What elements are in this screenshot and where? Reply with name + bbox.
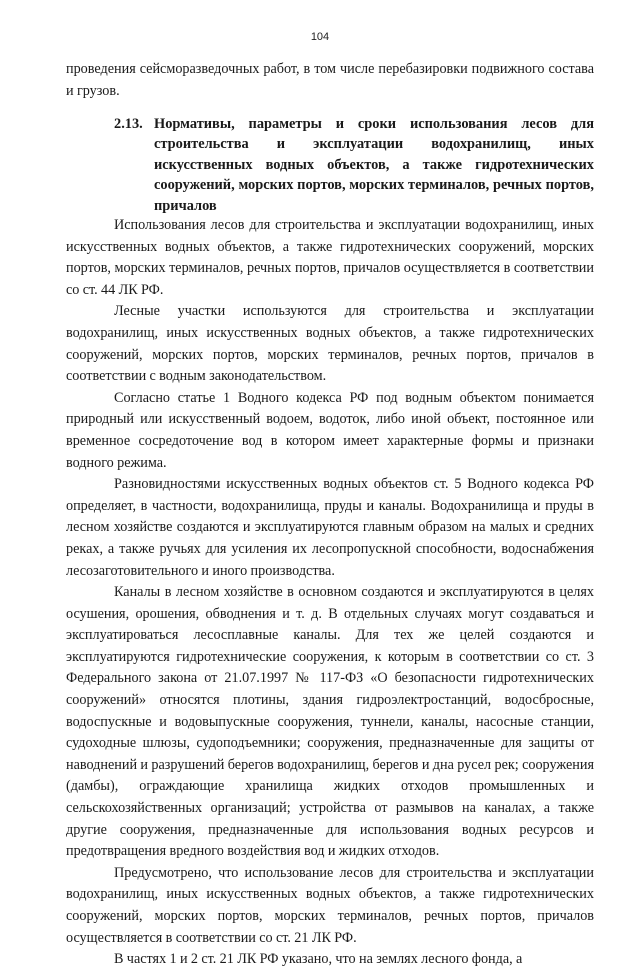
- paragraph: Предусмотрено, что использование лесов для строительства и эксплуатации водохранилищ, иных искусственных водных объектов, а также гидротехнических сооружений, морских портов, морских терминалов, речных портов, причалов осуществляется в соответствии со ст. 21 ЛК РФ.: [66, 864, 594, 946]
- section-number: 2.13.: [114, 116, 143, 132]
- paragraph: Разновидностями искусственных водных объектов ст. 5 Водного кодекса РФ определяет, в частности, водохранилища, пруды и каналы. Водохранилища и пруды в лесном хозяйстве создаются и эксплуатируются главным образом на малых и средних реках, а также ручьях для усиления их лесопропускной способности, водоснабжения лесозаготовительного и иного производства.: [66, 476, 594, 579]
- page-number: 104: [310, 31, 330, 43]
- paragraph: Лесные участки используются для строительства и эксплуатации водохранилищ, иных искусственных водных объектов, а также гидротехнических сооружений, морских портов, морских терминалов, речных портов, причалов в соответствии с водным законодательством.: [66, 303, 594, 385]
- paragraph: В частях 1 и 2 ст. 21 ЛК РФ указано, что на землях лесного фонда, а: [114, 951, 523, 968]
- section-heading: [114, 114, 594, 216]
- paragraph: Использования лесов для строительства и эксплуатации водохранилищ, иных искусственных водных объектов, а также гидротехнических сооружений, морских портов, морских терминалов, речных портов, причалов осуществляется в соответствии со ст. 44 ЛК РФ.: [66, 217, 594, 298]
- section-title: Нормативы, параметры и сроки использования лесов для строительства и эксплуатации водохранилищ, иных искусственных водных объектов, а также гидротехнических сооружений, морских портов, морских терминалов, речных портов, причалов: [154, 116, 594, 214]
- paragraph: Согласно статье 1 Водного кодекса РФ под водным объектом понимается природный или искусственный водоем, водоток, либо иной объект, постоянное или временное сосредоточение вод в котором имеет характерные формы и признаки водного режима.: [66, 389, 594, 471]
- continuation-paragraph: проведения сейсморазведочных работ, в том числе перебазировки подвижного состава и грузов.: [66, 61, 594, 99]
- section-body: [66, 215, 594, 971]
- paragraph: Каналы в лесном хозяйстве в основном создаются и эксплуатируются в целях осушения, орошения, обводнения и т. д. В отдельных случаях могут создаваться и эксплуатироваться лесосплавные каналы. Для тех же целей создаются и эксплуатируются гидротехнические сооружения, к которым в соответствии со ст. 3 Федерального закона от 21.07.1997 № 117-ФЗ «О безопасности гидротехнических сооружений» относятся плотины, здания гидроэлектростанций, водосбросные, водоспускные и водовыпускные сооружения, туннели, каналы, насосные станции, судоходные шлюзы, судоподъемники; сооружения, предназначенные для защиты от наводнений и разрушений берегов водохранилищ, берегов и дна русел рек; сооружения (дамбы), ограждающие хранилища жидких отходов промышленных и сельскохозяйственных организаций; устройства от размывов на каналах, а также другие сооружения, предназначенные для использования водных ресурсов и предотвращения вредного воздействия вод и жидких отходов.: [66, 584, 594, 860]
